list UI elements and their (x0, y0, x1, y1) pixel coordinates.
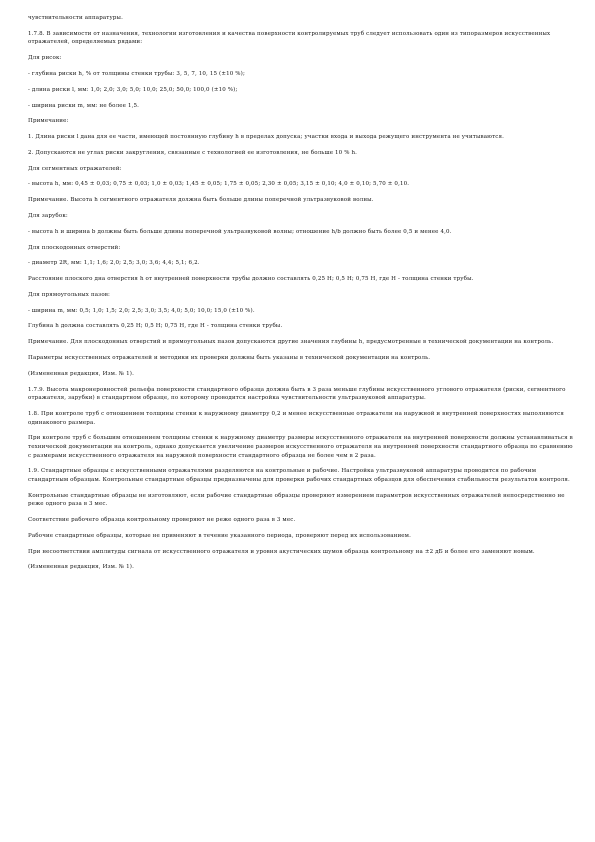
paragraph: При несоответствии амплитуды сигнала от искусственного отражателя и уровня акустических шумов образца контрольному на ±2 дБ и более его заменяют новым. (28, 548, 535, 555)
paragraph: - диаметр 2R, мм: 1,1; 1,6; 2,0; 2,5; 3,0; 3,6; 4,4; 5,1; 6,2. (28, 260, 200, 267)
paragraph: 1. Длина риски l дана для ее части, имеющей постоянную глубину h в пределах допуска; участки входа и выхода режущего инструмента не учитываются. (28, 134, 505, 141)
paragraph: - ширина риски m, мм: не более 1,5. (28, 102, 140, 109)
paragraph: Рабочие стандартные образцы, которые не применяют в течение указанного периода, проверяют перед их использованием. (28, 532, 411, 539)
paragraph: - глубина риски h, % от толщины стенки трубы: 3, 5, 7, 10, 15 (±10 %); (28, 70, 245, 77)
paragraph: 2. Допускаются не углах риски закругления, связанные с технологией ее изготовления, не больше 10 % h. (28, 149, 358, 156)
paragraph: 1.7.8. В зависимости от назначения, технологии изготовления и качества поверхности контролируемых труб следует использовать один из типоразмеров искусственных отражателей, определяемых рядами: (28, 30, 551, 46)
paragraph: 1.8. При контроле труб с отношением толщины стенки к наружному диаметру 0,2 и менее искусственные отражатели на наружной и внутренней поверхностях выполняются одинакового размера. (28, 410, 565, 426)
paragraph: - ширина m, мм: 0,5; 1,0; 1,5; 2,0; 2,5; 3,0; 3,5; 4,0; 5,0; 10,0; 15,0 (±10 %). (28, 307, 255, 314)
paragraph: Расстояние плоского дна отверстия h от внутренней поверхности трубы должно составлять 0,25 H; 0,5 H; 0,75 H, где H - толщина стенки трубы. (28, 276, 474, 283)
paragraph: Параметры искусственных отражателей и методики их проверки должны быть указаны в технической документации на контроль. (28, 355, 431, 361)
paragraph: Примечание: (28, 118, 69, 125)
paragraph: - высота h и ширина b должны быть больше длины поперечной ультразвуковой волны; отношение h/b должно быть более 0,5 и менее 4,0. (28, 228, 452, 235)
amendment-note: (Измененная редакция, Изм. № 1). (28, 370, 134, 377)
document-body (28, 14, 574, 579)
paragraph: При контроле труб с большим отношением толщины стенки к наружному диаметру размеры искусственного отражателя на внутренней поверхности должны устанавливаться в технической документации на контроль, однако допускается увеличение размеров искусственного отражателя на внутренней поверхности стандартного образца по сравнению с размерами искусственного отражателя на наружной поверхности стандартного образца не более чем в 2 раза. (28, 435, 573, 459)
paragraph: Глубина h должна составлять 0,25 H; 0,5 H; 0,75 H, где H - толщина стенки трубы. (28, 323, 283, 330)
paragraph: Для рисок: (28, 55, 62, 62)
paragraph: Соответствие рабочего образца контрольному проверяют не реже одного раза в 3 мес. (28, 517, 296, 524)
paragraph: Для плоскодонных отверстий: (28, 244, 121, 251)
amendment-note: (Измененная редакция, Изм. № 1). (28, 564, 134, 571)
paragraph: чувствительности аппаратуры. (28, 15, 123, 21)
paragraph: 1.7.9. Высота макронеровностей рельефа поверхности стандартного образца должна быть в 3 раза меньше глубины искусственного углового отражателя (риски, сегментного отражателя, зарубки) в стандартном образце, по которому проводится настройка чувствительности ультразвуковой аппаратуры. (28, 386, 566, 402)
paragraph: - длина риски l, мм: 1,0; 2,0; 3,0; 5,0; 10,0; 25,0; 50,0; 100,0 (±10 %); (28, 86, 238, 93)
paragraph: Для прямоугольных пазов: (28, 291, 111, 298)
paragraph: Контрольные стандартные образцы не изготовляют, если рабочие стандартные образцы проверяют измерением параметров искусственных отражателей непосредственно не реже одного раза в 3 мес. (28, 492, 565, 508)
paragraph: 1.9. Стандартные образцы с искусственными отражателями разделяются на контрольные и рабочие. Настройка ультразвуковой аппаратуры проводится по рабочим стандартным образцам. Контрольные стандартные образцы предназначены для проверки рабочих стандартных образцов для обеспечения стабильности результатов контроля. (28, 468, 570, 483)
paragraph: Примечание. Высота h сегментного отражателя должна быть больше длины поперечной ультразвуковой волны. (28, 197, 374, 204)
paragraph: Примечание. Для плоскодонных отверстий и прямоугольных пазов допускаются другие значения глубины h, предусмотренные в технической документации на контроль. (28, 339, 554, 346)
paragraph: Для сегментных отражателей: (28, 165, 122, 172)
paragraph: - высота h, мм: 0,45 ± 0,03; 0,75 ± 0,03; 1,0 ± 0,03; 1,45 ± 0,05; 1,75 ± 0,05; 2,30 ± 0,05; 3,15 ± 0,10; 4,0 ± 0,10; 5,70 ± 0,10. (28, 181, 410, 188)
paragraph: Для зарубок: (28, 212, 68, 219)
